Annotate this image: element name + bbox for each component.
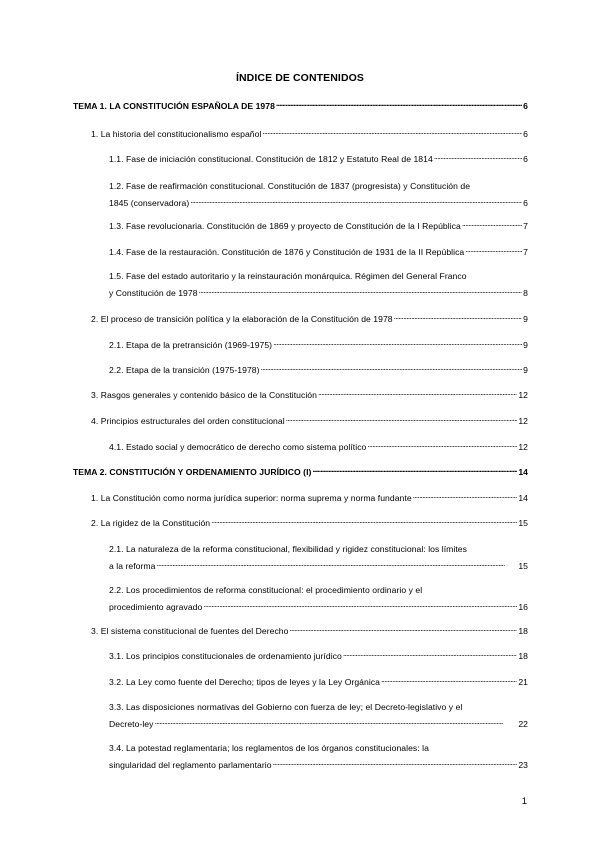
toc-page-number: 6 (523, 198, 528, 208)
toc-entry-tema-2[interactable] (73, 464, 528, 481)
toc-page-number: 14 (518, 493, 528, 503)
toc-entry-text-line-1: 3.3. Las disposiciones normativas del Gobierno con fuerza de ley; el Decreto-legislativo y el (109, 702, 463, 712)
toc-entry-text: 3. El sistema constitucional de fuentes del Derecho (91, 626, 289, 636)
toc-entry[interactable] (91, 387, 528, 404)
dot-leader (318, 388, 517, 398)
dot-leader (343, 649, 518, 659)
dot-leader (286, 414, 518, 424)
toc-entry-text: TEMA 1. LA CONSTITUCIÓN ESPAÑOLA DE 1978 (73, 101, 275, 111)
toc-page-number: 9 (523, 365, 528, 375)
toc-entry-text-line-1: 1.2. Fase de reafirmación constitucional. Constitución de 1837 (progresista) y Constitución de (109, 181, 471, 191)
toc-entry[interactable] (109, 178, 528, 212)
toc-page-number: 6 (523, 154, 528, 164)
toc-entry-text: 2. La rigidez de la Constitución (91, 518, 211, 528)
toc-page-number: 15 (518, 561, 528, 571)
toc-entry[interactable] (109, 244, 528, 261)
toc-entry-text: 2.1. Etapa de la pretransición (1969-1975) (109, 340, 273, 350)
toc-page-number: 6 (523, 129, 528, 139)
toc-entry[interactable] (91, 311, 528, 328)
toc-page-number: 15 (518, 518, 528, 528)
toc-entry[interactable] (91, 490, 528, 507)
toc-page-number: 7 (523, 247, 528, 257)
toc-page-number: 14 (518, 467, 528, 477)
dot-leader (312, 465, 517, 475)
dot-leader (413, 491, 518, 501)
toc-page-number: 12 (518, 442, 528, 452)
toc-entry-text: Decreto-ley (109, 719, 154, 729)
dot-leader (381, 675, 517, 685)
toc-entry[interactable] (109, 541, 528, 575)
toc-entry-text: 1. La Constitución como norma jurídica superior: norma suprema y norma fundante (91, 493, 412, 503)
toc-entry[interactable] (109, 439, 528, 456)
footer-page-number: 1 (521, 796, 527, 807)
toc-page-number: 9 (523, 314, 528, 324)
dot-leader (465, 245, 522, 255)
toc-page-number: 8 (523, 288, 528, 298)
toc-entry[interactable] (109, 151, 528, 168)
toc-page-number: 12 (518, 416, 528, 426)
dot-leader (211, 516, 517, 526)
toc-entry[interactable] (91, 413, 528, 430)
dot-leader (289, 624, 517, 634)
toc-entry-text: 1.1. Fase de iniciación constitucional. Constitución de 1812 y Estatuto Real de 1814 (109, 154, 433, 164)
dot-leader (434, 152, 522, 162)
toc-page-number: 9 (523, 340, 528, 350)
toc-entry[interactable] (91, 515, 528, 532)
toc-entry-text: 2.2. Etapa de la transición (1975-1978) (109, 365, 260, 375)
dot-leader (273, 338, 522, 348)
toc-entry-text: 1845 (conservadora) (109, 198, 190, 208)
toc-entry-text: y Constitución de 1978 (109, 288, 198, 298)
toc-entry-text-line-1: 2.1. La naturaleza de la reforma constitucional, flexibilidad y rigidez constitucional: los límites (109, 544, 467, 554)
toc-entry-text: singularidad del reglamento parlamentario (109, 760, 272, 770)
toc-entry[interactable] (109, 268, 528, 302)
toc-entry[interactable] (109, 218, 528, 235)
dot-leader (261, 363, 523, 373)
page-title: ÍNDICE DE CONTENIDOS (235, 72, 364, 84)
toc-page-number: 6 (523, 101, 528, 111)
toc-entry-text: 1.4. Fase de la restauración. Constitución de 1876 y Constitución de 1931 de la II República (109, 247, 465, 257)
dot-leader (367, 440, 517, 450)
toc-page-number: 21 (518, 677, 528, 687)
toc-page-number: 16 (518, 602, 528, 612)
toc-entry[interactable] (109, 648, 528, 665)
dot-leader (394, 312, 523, 322)
toc-entry-text: 3.1. Los principios constitucionales de ordenamiento jurídico (109, 651, 342, 661)
toc-entry-tema-1[interactable] (73, 98, 528, 115)
toc-page-number: 7 (523, 221, 528, 231)
toc-entry[interactable] (109, 740, 528, 774)
toc-entry[interactable] (109, 699, 528, 733)
toc-page-number: 12 (518, 390, 528, 400)
toc-entry[interactable] (109, 362, 528, 379)
toc-entry[interactable] (109, 337, 528, 354)
toc-page-number: 18 (518, 651, 528, 661)
dot-leader (462, 219, 522, 229)
toc-entry-text: procedimiento agravado (109, 602, 203, 612)
toc-entry-text: 1. La historia del constitucionalismo español (91, 129, 262, 139)
toc-page-number: 23 (518, 760, 528, 770)
dot-leader (199, 286, 523, 296)
toc-entry-text: 4.1. Estado social y democrático de derecho como sistema político (109, 442, 367, 452)
dot-leader (276, 99, 522, 109)
dot-leader (273, 758, 518, 768)
toc-entry-text: 4. Principios estructurales del orden constitucional (91, 416, 285, 426)
dot-leader (156, 559, 517, 569)
dot-leader (203, 600, 517, 610)
dot-leader (190, 196, 522, 206)
toc-entry[interactable] (91, 623, 528, 640)
toc-entry[interactable] (91, 126, 528, 143)
toc-entry-text: TEMA 2. CONSTITUCIÓN Y ORDENAMIENTO JURÍDICO (I) (73, 467, 312, 477)
toc-entry-text: 1.3. Fase revolucionaria. Constitución de 1869 y proyecto de Constitución de la I República (109, 221, 461, 231)
toc-entry-text-line-1: 2.2. Los procedimientos de reforma constitucional: el procedimiento ordinario y el (109, 585, 423, 595)
toc-entry-text-line-1: 3.4. La potestad reglamentaria; los reglamentos de los órganos constitucionales: la (109, 743, 429, 753)
toc-page-number: 18 (518, 626, 528, 636)
toc-entry-text: 2. El proceso de transición política y la elaboración de la Constitución de 1978 (91, 314, 393, 324)
toc-entry[interactable] (109, 674, 528, 691)
toc-entry-text: 3.2. La Ley como fuente del Derecho; tipos de leyes y la Ley Orgánica (109, 677, 380, 687)
toc-entry-text-line-1: 1.5. Fase del estado autoritario y la reinstauración monárquica. Régimen del General Franco (109, 271, 467, 281)
toc-entry[interactable] (109, 582, 528, 616)
dot-leader (262, 127, 522, 137)
toc-entry-text: a la reforma (109, 561, 156, 571)
dot-leader (155, 717, 518, 727)
toc-page-number: 22 (518, 719, 528, 729)
toc-entry-text: 3. Rasgos generales y contenido básico de la Constitución (91, 390, 317, 400)
